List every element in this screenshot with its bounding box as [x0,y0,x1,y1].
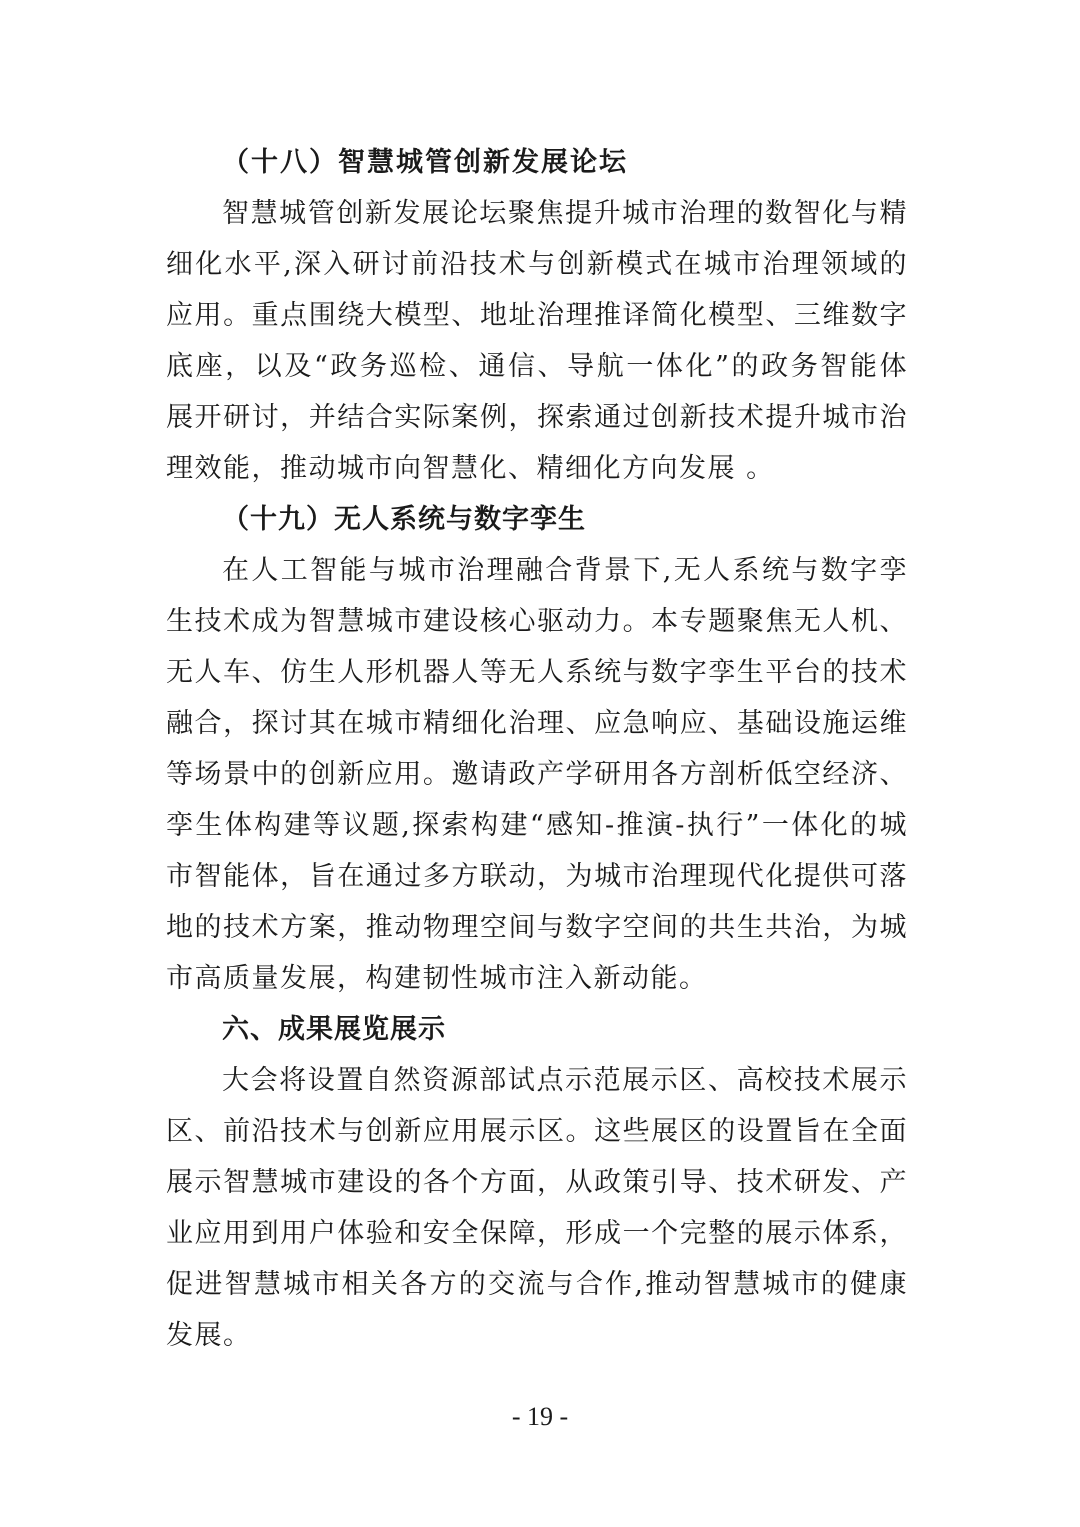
page-number: - 19 - [511,1402,569,1431]
section-paragraph-19: 在人工智能与城市治理融合背景下,无人系统与数字孪生技术成为智慧城市建设核心驱动力。本专题聚焦无人机、无人车、仿生人形机器人等无人系统与数字孪生平台的技术融合，探讨其在城市精细化治理、应急响应、基础设施运维等场景中的创新应用。邀请政产学研用各方剖析低空经济、孪生体构建等议题,探索构建“感知-推演-执行”一体化的城市智能体，旨在通过多方联动，为城市治理现代化提供可落地的技术方案，推动物理空间与数字空间的共生共治，为城市高质量发展，构建韧性城市注入新动能。 [166,555,908,994]
section-heading-6: 六、成果展览展示 [222,1014,446,1045]
section-heading-19: （十九）无人系统与数字孪生 [222,504,586,535]
section-paragraph-6: 大会将设置自然资源部试点示范展示区、高校技术展示区、前沿技术与创新应用展示区。这些展区的设置旨在全面展示智慧城市建设的各个方面，从政策引导、技术研发、产业应用到用户体验和安全保障，形成一个完整的展示体系，促进智慧城市相关各方的交流与合作,推动智慧城市的健康发展。 [166,1065,908,1351]
section-paragraph-18: 智慧城管创新发展论坛聚焦提升城市治理的数智化与精细化水平,深入研讨前沿技术与创新模式在城市治理领域的应用。重点围绕大模型、地址治理推译简化模型、三维数字底座，以及“政务巡检、通信、导航一体化”的政务智能体展开研讨，并结合实际案例，探索通过创新技术提升城市治理效能，推动城市向智慧化、精细化方向发展 。 [166,198,908,484]
document-body [166,137,908,1361]
section-heading-18: （十八）智慧城管创新发展论坛 [222,147,628,178]
